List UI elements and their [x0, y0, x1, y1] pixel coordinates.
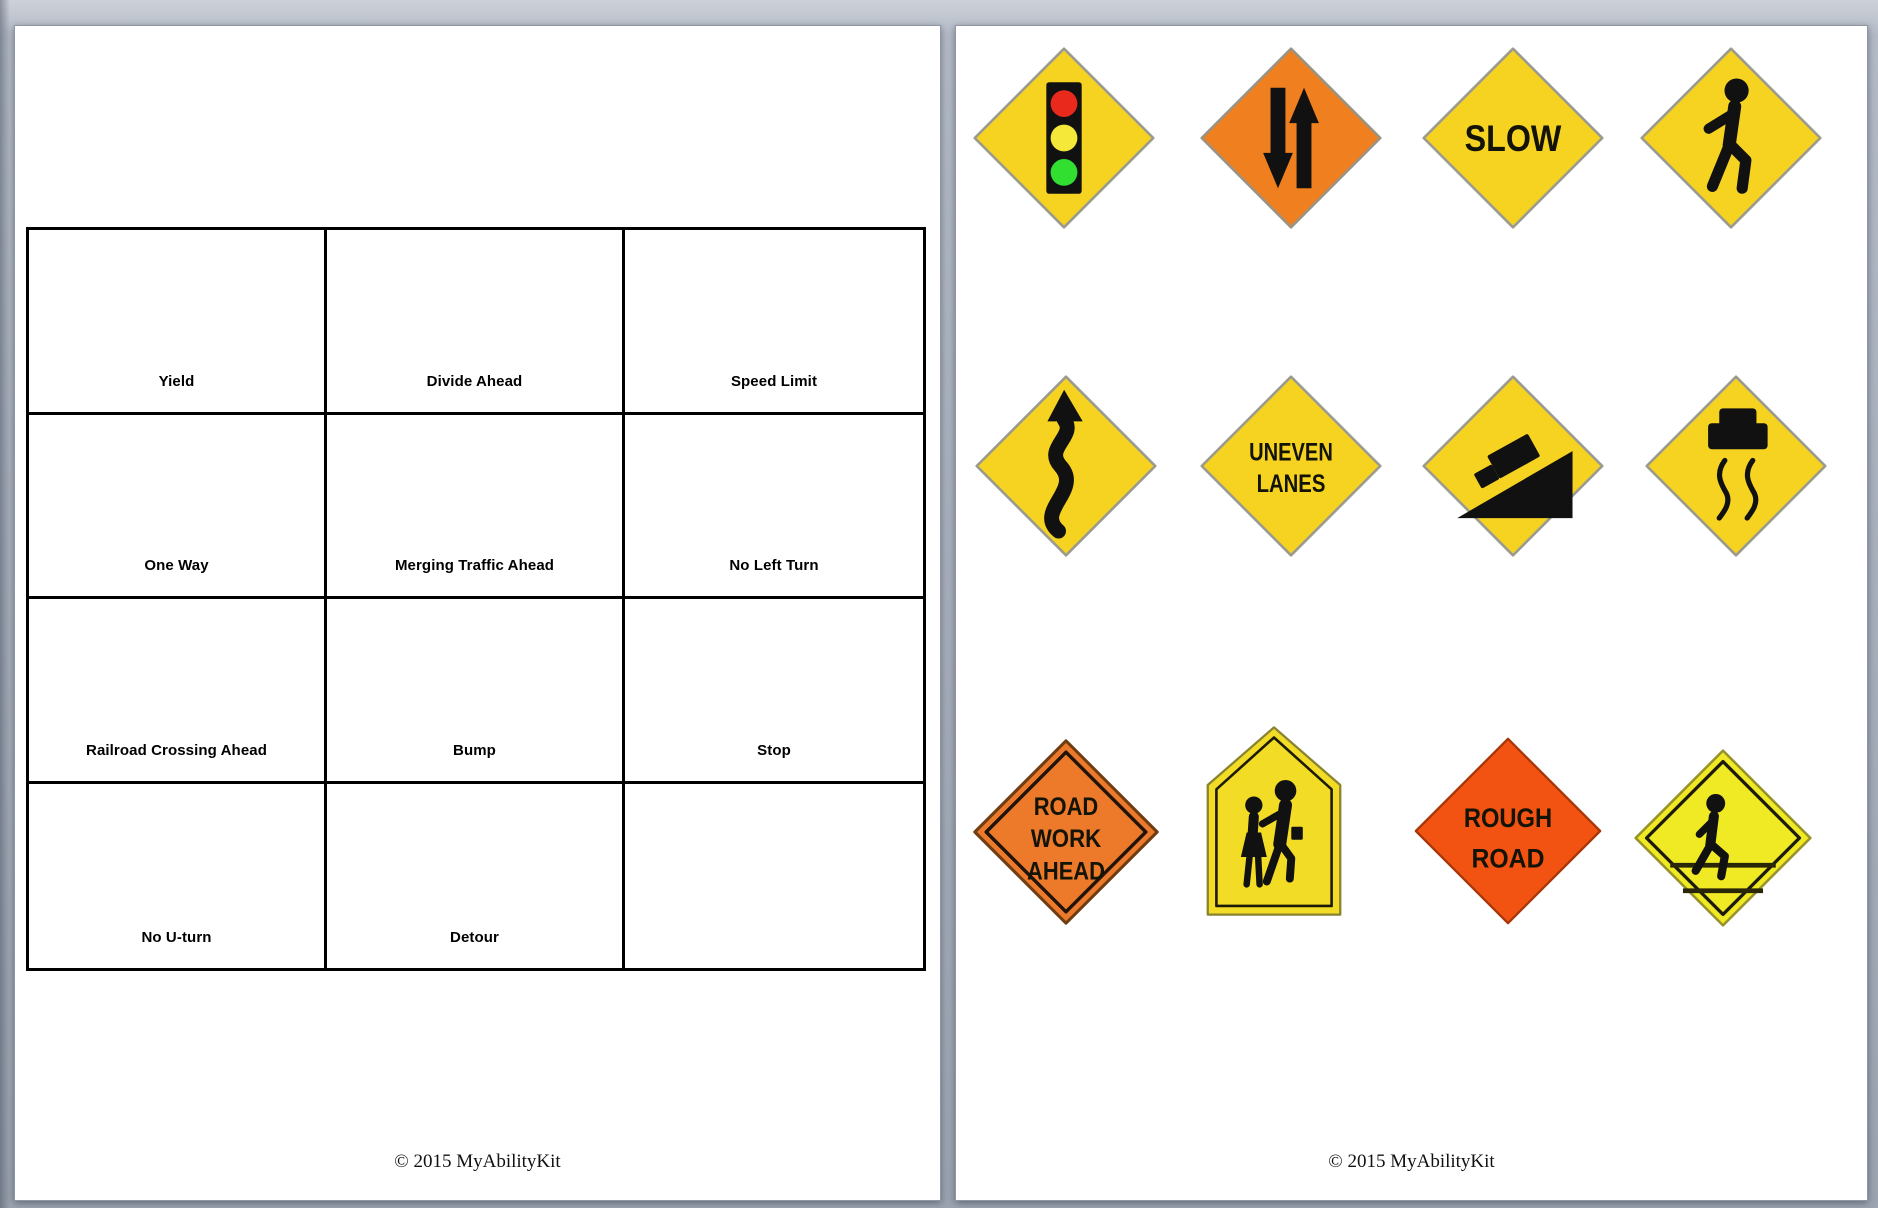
winding-road-sign — [973, 373, 1159, 559]
school-children-icon — [1202, 723, 1346, 919]
table-cell — [29, 230, 327, 415]
copyright-footer-right: © 2015 MyAbilityKit — [1328, 1151, 1495, 1172]
table-cell — [625, 599, 923, 784]
table-cell — [625, 784, 923, 969]
cell-label-one-way: One Way — [144, 557, 209, 574]
steep-grade-sign — [1420, 373, 1606, 559]
cell-label-no-left-turn: No Left Turn — [729, 557, 819, 574]
skidding-car-icon — [1643, 373, 1829, 559]
table-cell — [29, 784, 327, 969]
pedestrian-icon — [1638, 45, 1824, 231]
table-cell — [327, 415, 625, 600]
slow-sign — [1420, 45, 1606, 231]
traffic-signal-icon — [971, 45, 1157, 231]
pedestrian-crossing-sign — [1638, 45, 1824, 231]
road-work-ahead-face — [971, 737, 1161, 927]
cell-label-speed-limit: Speed Limit — [730, 372, 818, 390]
table-cell — [29, 415, 327, 600]
slow-text: SLOW — [1464, 117, 1563, 160]
two-way-traffic-sign — [1198, 45, 1384, 231]
uneven-text-2: LANES — [1256, 470, 1326, 499]
copyright-footer-left: © 2015 MyAbilityKit — [394, 1151, 561, 1172]
slow-sign-face — [1420, 45, 1606, 231]
truck-on-hill-icon — [1420, 373, 1606, 559]
slippery-when-wet-sign — [1643, 373, 1829, 559]
table-cell — [29, 599, 327, 784]
crosswalk-pedestrian-icon — [1632, 747, 1814, 929]
rough-road-sign — [1412, 735, 1604, 927]
cell-label-yield: Yield — [158, 372, 195, 390]
crosswalk-ahead-sign — [1632, 747, 1814, 929]
winding-road-icon — [973, 373, 1159, 559]
window-edge-shadow — [0, 0, 10, 1208]
uneven-lanes-face — [1198, 373, 1384, 559]
table-cell — [327, 599, 625, 784]
cell-label-railroad-crossing: Railroad Crossing Ahead — [86, 741, 267, 759]
rough-text-2: ROAD — [1471, 843, 1545, 874]
school-crossing-sign — [1202, 723, 1346, 919]
table-cell — [625, 230, 923, 415]
cell-label-detour: Detour — [450, 929, 499, 946]
cell-label-bump: Bump — [453, 741, 496, 759]
uneven-lanes-sign — [1198, 373, 1384, 559]
cell-label-stop: Stop — [757, 741, 791, 759]
table-cell — [327, 230, 625, 415]
roadwork-text-3: AHEAD — [1027, 858, 1105, 886]
traffic-signal-ahead-sign — [971, 45, 1157, 231]
cell-label-divide-ahead: Divide Ahead — [426, 372, 523, 390]
worksheet-page-signs — [955, 25, 1868, 1201]
rough-road-face — [1412, 735, 1604, 927]
table-cell — [327, 784, 625, 969]
roadwork-text-2: WORK — [1030, 826, 1102, 854]
road-work-ahead-sign — [971, 737, 1161, 927]
cell-label-merging-traffic: Merging Traffic Ahead — [394, 557, 555, 574]
roadwork-text-1: ROAD — [1033, 793, 1099, 821]
sign-label-table — [26, 227, 926, 971]
worksheet-page-labels — [14, 25, 941, 1201]
two-way-arrows-icon — [1198, 45, 1384, 231]
rough-text-1: ROUGH — [1463, 803, 1553, 834]
table-cell — [625, 415, 923, 600]
uneven-text-1: UNEVEN — [1249, 438, 1333, 467]
cell-label-no-u-turn: No U-turn — [141, 929, 212, 946]
